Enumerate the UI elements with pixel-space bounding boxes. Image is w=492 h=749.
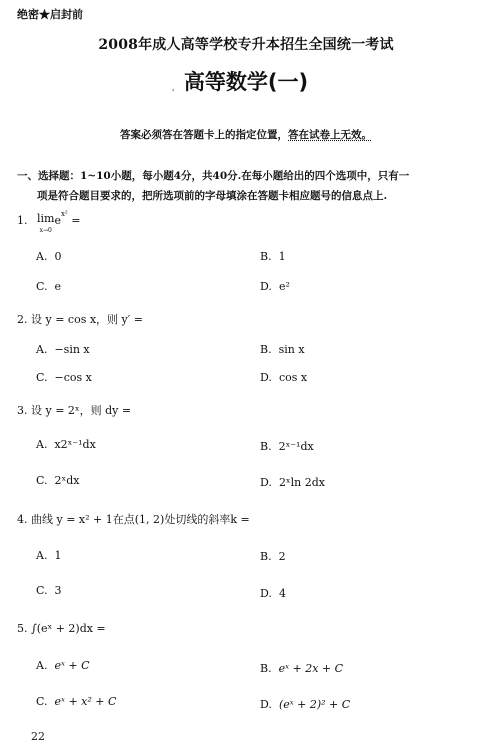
q4-option-a: A. 1 — [36, 549, 62, 562]
page-number: 22 — [31, 730, 45, 743]
q4-option-b: B. 2 — [260, 550, 286, 563]
q4-option-c: C. 3 — [36, 584, 62, 597]
q2-option-d: D. cos x — [260, 371, 308, 384]
question-1-stem — [17, 210, 81, 236]
question-3-stem: 3. 设 y = 2ˣ，则 dy = — [17, 404, 132, 417]
question-number: 1. — [17, 214, 28, 227]
q1-option-b: B. 1 — [260, 250, 286, 263]
q3-option-d: D. 2ˣln 2dx — [260, 476, 325, 489]
q3-option-b: B. 2ˣ⁻¹dx — [260, 440, 314, 453]
limit-word: lim — [37, 212, 55, 225]
exam-title: 高等数学(一) — [183, 70, 309, 94]
q5-option-b: B. eˣ + 2x + C — [260, 662, 344, 675]
limit-operator — [37, 214, 54, 236]
limit-subscript: x→0 — [39, 227, 52, 234]
answer-notice-part2: 答在试卷上无效。 — [288, 129, 372, 141]
question-5-stem: 5. ∫(eˣ + 2)dx = — [17, 622, 106, 635]
equals-sign: = — [67, 214, 81, 227]
q1-option-a: A. 0 — [36, 250, 62, 263]
q1-option-d: D. e² — [260, 280, 290, 293]
q4-option-d: D. 4 — [260, 587, 286, 600]
answer-notice-part1: 答案必须答在答题卡上的指定位置， — [120, 129, 288, 141]
stray-mark: ' — [172, 88, 175, 97]
exam-subtitle: 2008年成人高等学校专升本招生全国统一考试 — [98, 37, 394, 53]
q2-option-a: A. −sin x — [36, 343, 90, 356]
q1-option-c: C. e — [36, 280, 62, 293]
q3-option-c: C. 2ˣdx — [36, 474, 80, 487]
question-4-stem: 4. 曲线 y = x² + 1在点(1, 2)处切线的斜率k = — [17, 513, 250, 526]
q2-option-b: B. sin x — [260, 343, 305, 356]
q5-option-c: C. eˣ + x² + C — [36, 695, 117, 708]
answer-notice — [0, 127, 492, 142]
q3-option-a: A. x2ˣ⁻¹dx — [36, 438, 96, 451]
exponent: x² — [60, 210, 68, 218]
q5-option-a: A. eˣ + C — [36, 659, 90, 672]
section-instructions-line1: 一、选择题：1~10小题，每小题4分，共40分.在每小题给出的四个选项中，只有一 — [17, 170, 410, 182]
confidential-label: 绝密★启封前 — [17, 8, 83, 21]
exponent-base: e — [54, 214, 61, 227]
q2-option-c: C. −cos x — [36, 371, 92, 384]
q5-option-d: D. (eˣ + 2)² + C — [260, 698, 351, 711]
section-instructions-line2: 项是符合题目要求的，把所选项前的字母填涂在答题卡相应题号的信息点上. — [37, 190, 388, 202]
question-2-stem: 2. 设 y = cos x，则 y′ = — [17, 313, 143, 326]
